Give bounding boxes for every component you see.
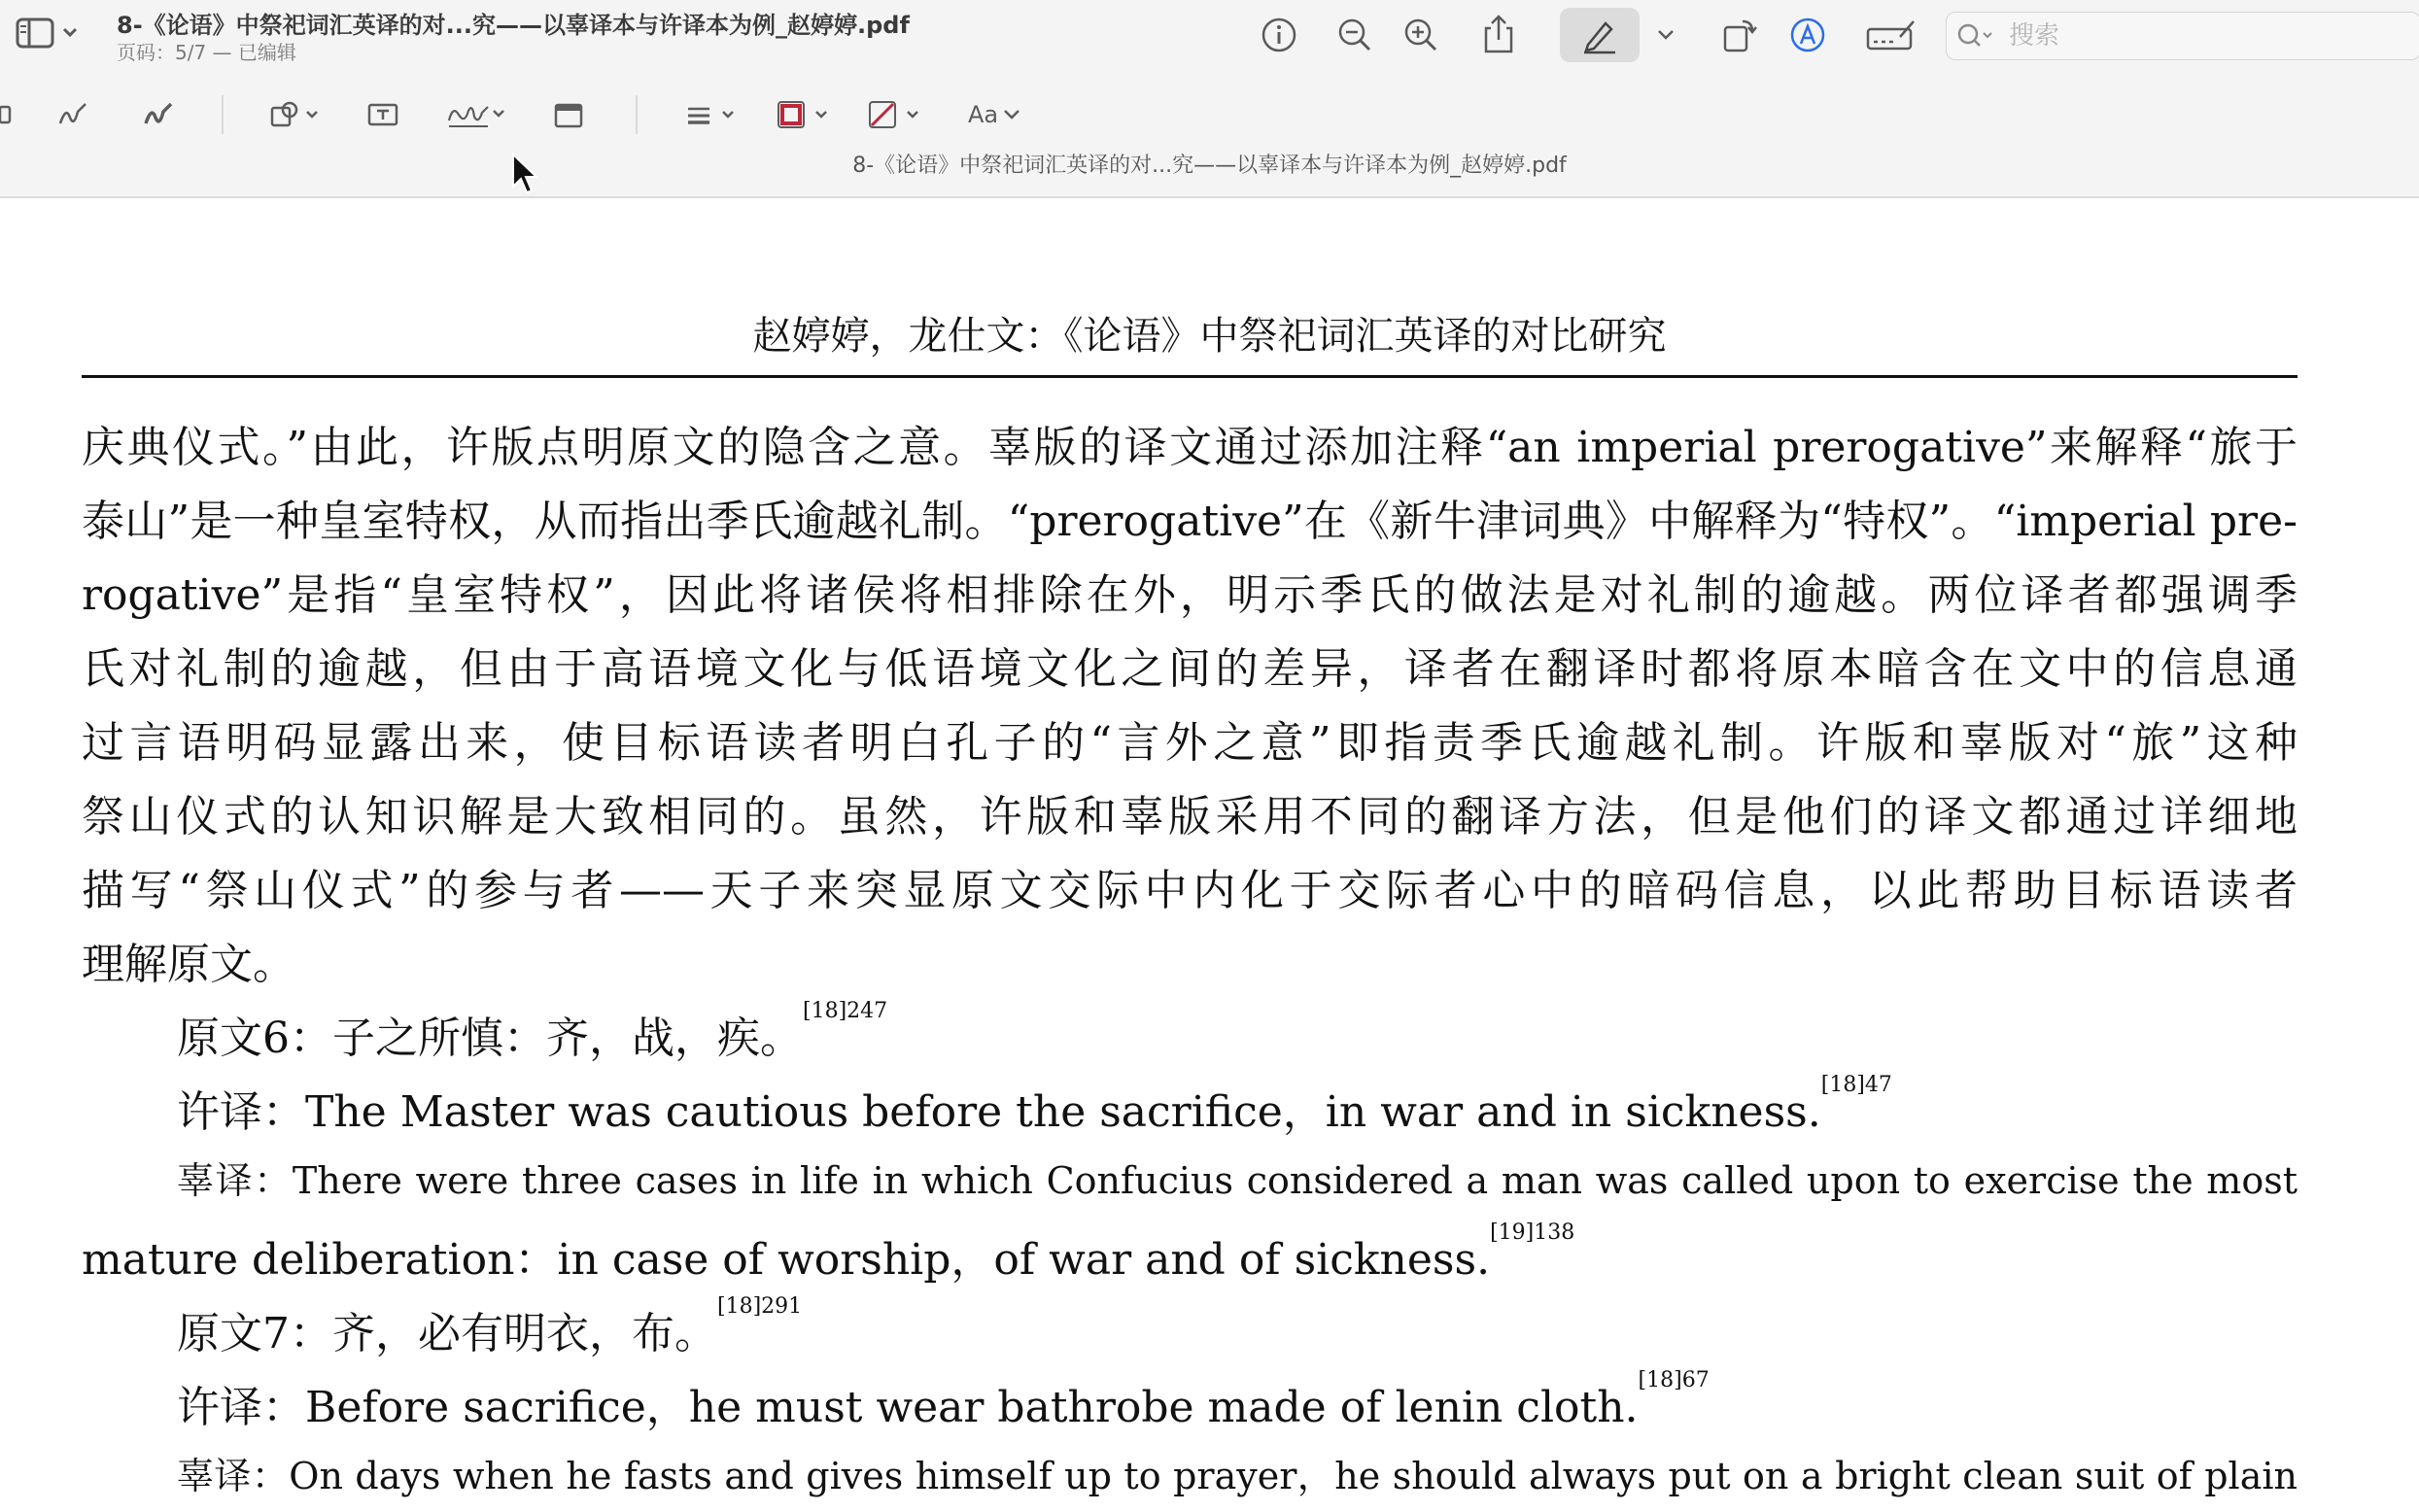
selection-icon <box>0 103 14 126</box>
text-box-icon <box>365 101 400 128</box>
header-rule <box>82 375 2298 378</box>
info-icon <box>1261 17 1297 53</box>
paragraph-line: 过言语明码显露出来，使目标语读者明白孔子的“言外之意”即指责季氏逾越礼制。许版和辜版对“旅”这种 <box>82 718 2298 768</box>
zoom-in-icon <box>1402 17 1439 53</box>
annotate-circle-icon <box>1789 17 1826 53</box>
fill-color-tool[interactable] <box>867 95 927 134</box>
share-icon <box>1481 13 1516 55</box>
highlight-button[interactable] <box>1788 16 1827 54</box>
citation: [18]247 <box>803 999 888 1023</box>
example-7-gu-translation: 辜译：On days when he fasts and gives himself up to prayer，he should always put on a bright clean suit of plain <box>177 1455 2298 1497</box>
running-header: 赵婷婷，龙仕文：《论语》中祭祀词汇英译的对比研究 <box>752 314 1667 359</box>
example-text: 原文6：子之所慎：齐，战，疾。 <box>177 1014 803 1063</box>
rotate-icon <box>1721 16 1758 54</box>
note-tool[interactable] <box>552 95 587 134</box>
pen-icon <box>1580 16 1619 54</box>
example-text: 原文7：齐，必有明衣，布。 <box>177 1309 717 1358</box>
paragraph-line: rogative”是指“皇室特权”，因此将诸侯将相排除在外，明示季氏的做法是对礼制的逾越。两位译者都强调季 <box>82 570 2298 620</box>
document-title[interactable]: 8-《论语》中祭祀词汇英译的对...究——以辜译本与许译本为例_赵婷婷.pdf <box>117 12 910 39</box>
info-button[interactable] <box>1260 16 1298 54</box>
sidebar-icon <box>14 14 84 54</box>
signature-icon <box>445 99 509 130</box>
example-6-gu-translation-cont <box>82 1220 2298 1287</box>
text-style-tool[interactable] <box>968 95 1028 134</box>
border-color-tool[interactable] <box>776 95 836 134</box>
example-text: 许译：Before sacrifice，he must wear bathrobe made of lenin cloth. <box>177 1383 1639 1432</box>
search-input[interactable] <box>2007 20 2380 52</box>
page-status: 页码：5/7 — 已编辑 <box>117 41 296 64</box>
zoom-in-button[interactable] <box>1401 16 1440 54</box>
example-6-gu-translation: 辜译：There were three cases in life in which Confucius considered a man was called upon to exercise the most <box>177 1159 2298 1202</box>
citation: [18]47 <box>1820 1073 1892 1097</box>
sketch-icon <box>56 100 91 129</box>
example-7-xu-translation <box>177 1368 2298 1434</box>
example-7-original <box>177 1294 2298 1360</box>
sidebar-toggle-button[interactable] <box>14 14 84 54</box>
chevron-down-icon <box>1002 108 1021 121</box>
line-style-icon <box>684 100 739 129</box>
text-style-label: Aa <box>968 101 999 128</box>
paragraph-line: 祭山仪式的认知识解是大致相同的。虽然，许版和辜版采用不同的翻译方法，但是他们的译文都通过详细地 <box>82 792 2298 842</box>
example-6-original <box>177 999 2298 1065</box>
example-text: mature deliberation：in case of worship，of war and of sickness. <box>82 1235 1491 1285</box>
example-6-xu-translation <box>177 1073 2298 1139</box>
search-icon <box>1956 21 1999 51</box>
text-box-tool[interactable] <box>365 95 404 134</box>
window-titlebar <box>0 0 2419 78</box>
draw-tool[interactable] <box>142 95 181 134</box>
paragraph-line: 描写“祭山仪式”的参与者——天子来突显原文交际中内化于交际者心中的暗码信息，以此帮助目标语读者 <box>82 866 2298 915</box>
shapes-tool[interactable] <box>268 95 325 134</box>
chevron-down-icon <box>1656 28 1676 42</box>
markup-toggle-button[interactable] <box>1560 8 1640 62</box>
citation: [18]67 <box>1638 1368 1710 1392</box>
markup-toolbar <box>0 78 2419 152</box>
mouse-cursor-icon <box>510 152 539 196</box>
border-style-tool[interactable] <box>684 95 741 134</box>
example-text: 许译：The Master was cautious before the sacrifice，in war and in sickness. <box>177 1087 1821 1137</box>
zoom-out-button[interactable] <box>1335 16 1374 54</box>
rotate-button[interactable] <box>1720 14 1759 56</box>
paragraph-line: 氏对礼制的逾越，但由于高语境文化与低语境文化之间的差异，译者在翻译时都将原本暗含在文中的信息通 <box>82 644 2298 694</box>
paragraph-line: 泰山”是一种皇室特权，从而指出季氏逾越礼制。“prerogative”在《新牛津词典》中解释为“特权”。“imperial pre- <box>82 497 2298 546</box>
form-fill-button[interactable] <box>1864 14 1918 56</box>
fill-color-icon <box>867 99 925 130</box>
toolbar-divider <box>636 95 638 134</box>
paragraph-line: 理解原文。 <box>82 940 295 989</box>
note-icon <box>552 101 585 128</box>
search-field[interactable] <box>1946 12 2419 60</box>
pdf-filename-bar: 8-《论语》中祭祀词汇英译的对...究——以辜译本与许译本为例_赵婷婷.pdf <box>0 152 2419 198</box>
citation: [19]138 <box>1490 1220 1575 1245</box>
text-selection-tool[interactable] <box>0 95 16 134</box>
zoom-out-icon <box>1336 17 1373 53</box>
sketch-tool[interactable] <box>56 95 95 134</box>
shapes-icon <box>268 100 323 129</box>
paragraph-line: 庆典仪式。”由此，许版点明原文的隐含之意。辜版的译文通过添加注释“an imperial prerogative”来解释“旅于 <box>82 423 2298 472</box>
form-icon <box>1865 16 1918 54</box>
draw-icon <box>142 100 177 129</box>
markup-options-button[interactable] <box>1654 21 1677 49</box>
pdf-page <box>0 198 2419 1512</box>
signature-tool[interactable] <box>445 95 509 134</box>
share-button[interactable] <box>1479 12 1518 56</box>
citation: [18]291 <box>717 1294 803 1319</box>
border-color-icon <box>776 99 834 130</box>
toolbar-divider <box>222 95 224 134</box>
